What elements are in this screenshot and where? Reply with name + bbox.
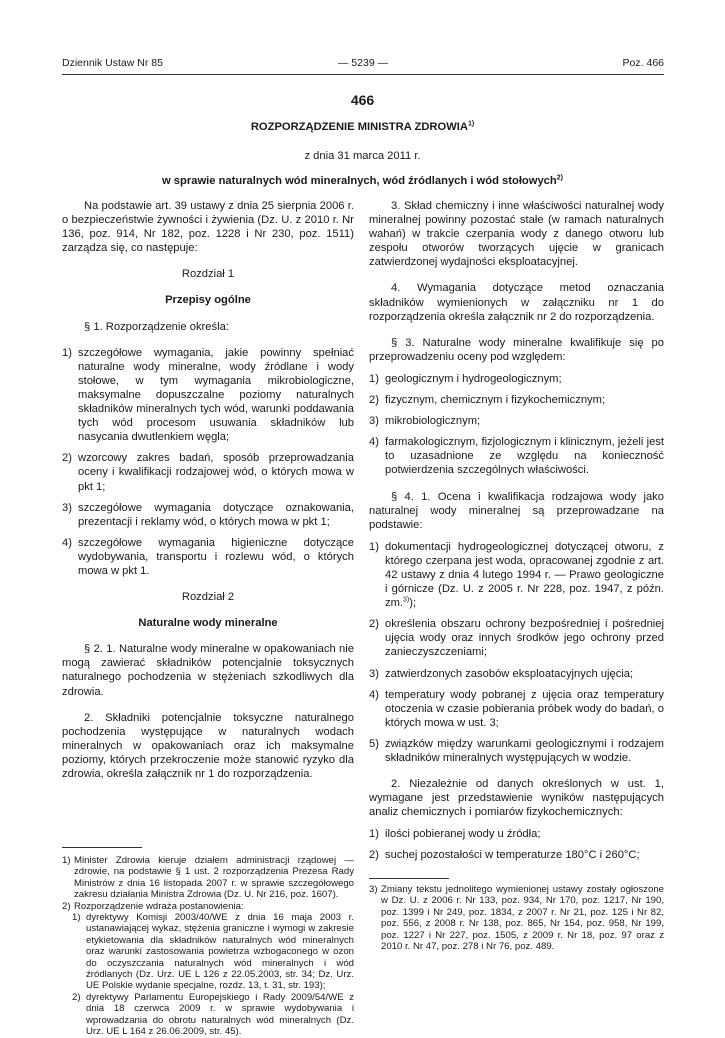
list-item-text: mikrobiologicznym;: [385, 415, 481, 428]
footnote-text: Minister Zdrowia kieruje działem administracji rządowej — zdrowie, na podstawie § 1 ust. 2 rozporządzenia Prezesa Rady Ministrów z dnia 16 listopada 2007 r. w sprawie szczegółowego zakresu działania Ministra Zdrowia (Dz. U. Nr 216, poz. 1607).: [74, 855, 354, 901]
list-item-text: fizycznym, chemicznym i fizykochemicznym;: [385, 394, 606, 407]
right-column: [369, 199, 664, 863]
footnote-3: [369, 884, 664, 952]
chapter-1-label: Rozdział 1: [181, 268, 235, 281]
position-number: Poz. 466: [622, 57, 664, 69]
list-item-text: suchej pozostałości w temperaturze 180°C i 260°C;: [385, 849, 640, 862]
list-item-number: 4): [62, 536, 72, 549]
footnotes-left: [62, 855, 354, 1038]
list-item-number: 3): [369, 415, 379, 428]
list-item-text: geologicznym i hydrogeologicznym;: [385, 372, 562, 385]
footnotes-right: [369, 884, 664, 952]
list-item-text: zatwierdzonych zasobów eksploatacyjnych ujęcia;: [385, 667, 634, 680]
left-column: [62, 199, 354, 781]
list-item-text: związków między warunkami geologicznymi i rodzajem składników mineralnych występujących w wodzie.: [385, 737, 664, 764]
document-subject: [0, 175, 725, 187]
footnote-number: 3): [369, 884, 378, 895]
list-item-text: szczegółowe wymagania higieniczne dotyczące wydobywania, transportu i rozlewu wód, o których mowa w pkt 1.: [78, 536, 354, 577]
footnote-ref-3: 3): [403, 596, 410, 604]
document-subject-text: w sprawie naturalnych wód mineralnych, wód źródlanych i wód stołowych: [162, 175, 557, 187]
section-2-paragraph-1: § 2. 1. Naturalne wody mineralne w opakowaniach nie mogą zawierać składników potencjalnie toksycznych naturalnego pochodzenia w stężeniach szkodliwych dla zdrowia.: [62, 643, 354, 698]
footnote-divider-right: [369, 878, 449, 879]
list-item-number: 1): [369, 540, 379, 553]
list-item: [62, 346, 354, 445]
list-item-text: szczegółowe wymagania, jakie powinny spełniać naturalne wody mineralne, wody źródlane i wody stołowe, w tym wymagania mikrobiologiczne, maksymalne dopuszczalne poziomy naturalnych składników mineralnych tych wód, warunki poddawania tych wód procesom usuwania składników lub nasycania dwutlenkiem węgla;: [78, 346, 354, 444]
section-3-paragraph: § 3. Naturalne wody mineralne kwalifikuje się po przeprowadzeniu oceny pod względem:: [369, 336, 664, 363]
list-item-text: [385, 540, 664, 610]
section-2-paragraph-4: 4. Wymagania dotyczące metod oznaczania składników wymienionych w załączniku nr 1 do rozporządzenia określa załącznik nr 2 do rozporządzenia.: [369, 282, 664, 323]
list-item-text-tail: );: [409, 597, 417, 610]
list-item: [369, 540, 664, 610]
list-item: [369, 848, 664, 862]
section-4-paragraph-2: 2. Niezależnie od danych określonych w ust. 1, wymagane jest przedstawienie wyników następujących analiz chemicznych i pomiarów fizykochemicznych:: [369, 778, 664, 819]
footnote-2-item: [62, 912, 354, 992]
footnote-item-text: dyrektywy Parlamentu Europejskiego i Rady 2009/54/WE z dnia 18 czerwca 2009 r. w sprawie wydobywania i wprowadzania do obrotu naturalnych wód mineralnych (Dz. Urz. UE L 164 z 26.06.2009, str. 45).: [86, 991, 354, 1038]
page-number: — 5239 —: [337, 57, 389, 69]
list-item-number: 2): [369, 849, 379, 862]
list-item: [62, 536, 354, 578]
document-title-text: ROZPORZĄDZENIE MINISTRA ZDROWIA: [250, 121, 468, 133]
list-item: [62, 451, 354, 493]
list-item-text: określenia obszaru ochrony bezpośredniej i pośredniej ujęcia wody oraz innych środków jego ochrony przed zanieczyszczeniami;: [385, 618, 664, 659]
section-4-paragraph: § 4. 1. Ocena i kwalifikacja rodzajowa wody jako naturalnej wody mineralnej są przeprowadzane na podstawie:: [369, 490, 664, 531]
footnote-item-number: 2): [72, 991, 81, 1003]
footnote-number: 1): [62, 855, 71, 866]
footnote-ref-1: 1): [467, 120, 475, 128]
chapter-1-title: Przepisy ogólne: [165, 294, 251, 307]
list-item-number: 5): [369, 737, 379, 750]
list-item-number: 4): [369, 436, 379, 449]
list-item-number: 1): [62, 346, 72, 359]
footnote-text: Zmiany tekstu jednolitego wymienionej ustawy zostały ogłoszone w Dz. U. z 2006 r. Nr 133, poz. 934, Nr 170, poz. 1217, Nr 190, poz. 1399 i Nr 249, poz. 1834, z 2007 r. Nr 21, poz. 125 i Nr 82, poz. 556, z 2008 r. Nr 138, poz. 865, Nr 154, poz. 958, Nr 199, poz. 1227 i Nr 227, poz. 1505, z 2009 r. Nr 18, poz. 97 oraz z 2010 r. Nr 47, poz. 278 i Nr 76, poz. 489.: [381, 884, 664, 953]
document-title: [0, 121, 725, 133]
list-item-number: 2): [62, 452, 72, 465]
footnote-item-number: 1): [72, 912, 81, 924]
list-item-number: 2): [369, 618, 379, 631]
list-item: [369, 435, 664, 477]
document-date: z dnia 31 marca 2011 r.: [304, 150, 421, 162]
footnote-item-text: dyrektywy Komisji 2003/40/WE z dnia 16 maja 2003 r. ustanawiającej wykaz, stężenia graniczne i wymogi w zakresie etykietowania dla składników naturalnych wód mineralnych oraz warunki zastosowania powietrza wzbogaconego w ozon do oczyszczania naturalnych wód mineralnych i wód źródlanych (Dz. Urz. UE L 126 z 22.05.2003, str. 34; Dz. Urz. UE Polskie wydanie specjalne, rozdz. 13, t. 31, str. 193);: [86, 912, 354, 992]
page-header: [62, 57, 664, 73]
chapter-2-title: Naturalne wody mineralne: [138, 617, 278, 630]
footnote-ref-2: 2): [556, 174, 563, 182]
section-1-paragraph: § 1. Rozporządzenie określa:: [84, 320, 229, 333]
header-divider: [62, 74, 664, 75]
footnote-1: [62, 855, 354, 901]
list-item-text: farmakologicznym, fizjologicznym i klinicznym, jeżeli jest to uzasadnione ze względu na konieczność potwierdzenia szczególnych właściwości.: [385, 436, 664, 477]
footnote-text: Rozporządzenie wdraża postanowienia:: [74, 900, 244, 912]
footnote-divider-left: [62, 847, 142, 848]
list-item-text: wzorcowy zakres badań, sposób przeprowadzania oceny i kwalifikacji rodzajowej wód, o których mowa w pkt 1;: [78, 452, 354, 493]
list-item-number: 4): [369, 688, 379, 701]
preamble: Na podstawie art. 39 ustawy z dnia 25 sierpnia 2006 r. o bezpieczeństwie żywności i żywienia (Dz. U. z 2010 r. Nr 136, poz. 914, Nr 182, poz. 1228 i Nr 230, poz. 1511) zarządza się, co następuje:: [62, 200, 354, 255]
footnote-2-item: [62, 992, 354, 1038]
chapter-2-label: Rozdział 2: [181, 591, 235, 604]
section-2-paragraph-2: 2. Składniki potencjalnie toksyczne naturalnego pochodzenia występujące w naturalnych wodach mineralnych w opakowaniach oraz ich maksymalne poziomy, których przekroczenie może stanowić ryzyko dla zdrowia, określa załącznik nr 1 do rozporządzenia.: [62, 711, 354, 780]
list-item: [369, 737, 664, 765]
list-item-number: 1): [369, 372, 379, 385]
section-2-paragraph-3: 3. Skład chemiczny i inne właściwości naturalnej wody mineralnej powinny pozostać stałe (w ramach naturalnych wahań) w trakcie czerpania wody z danego otworu lub zespołu otworów tworzących ujęcie w granicach zatwierdzonej wydajności eksploatacyjnej.: [369, 200, 664, 269]
list-item: [369, 827, 664, 841]
list-item: [369, 372, 664, 386]
list-item-number: 2): [369, 394, 379, 407]
list-item: [369, 393, 664, 407]
list-item: [62, 501, 354, 529]
footnote-2: [62, 901, 354, 912]
document-number: 466: [350, 92, 375, 108]
list-item-number: 3): [62, 501, 72, 514]
list-item: [369, 617, 664, 659]
list-item-text-main: dokumentacji hydrogeologicznej dotyczącej otworu, z którego czerpana jest woda, opracowanej zgodnie z art. 42 ustawy z dnia 4 lutego 1994 r. — Prawo geologiczne i górnicze (Dz. U. z 2005 r. Nr 228, poz. 1947, z późn. zm.: [385, 540, 664, 610]
list-item: [369, 688, 664, 730]
list-item-text: ilości pobieranej wody u źródła;: [385, 828, 541, 841]
footnote-number: 2): [62, 900, 71, 912]
list-item-number: 1): [369, 828, 379, 841]
list-item: [369, 414, 664, 428]
list-item-number: 3): [369, 667, 379, 680]
journal-name: Dziennik Ustaw Nr 85: [62, 57, 163, 69]
list-item-text: temperatury wody pobranej z ujęcia oraz temperatury otoczenia w czasie pobierania próbek wody do badań, o których mowa w ust. 3;: [385, 688, 664, 729]
list-item: [369, 667, 664, 681]
list-item-text: szczegółowe wymagania dotyczące oznakowania, prezentacji i reklamy wód, o których mowa w pkt 1;: [78, 501, 354, 528]
